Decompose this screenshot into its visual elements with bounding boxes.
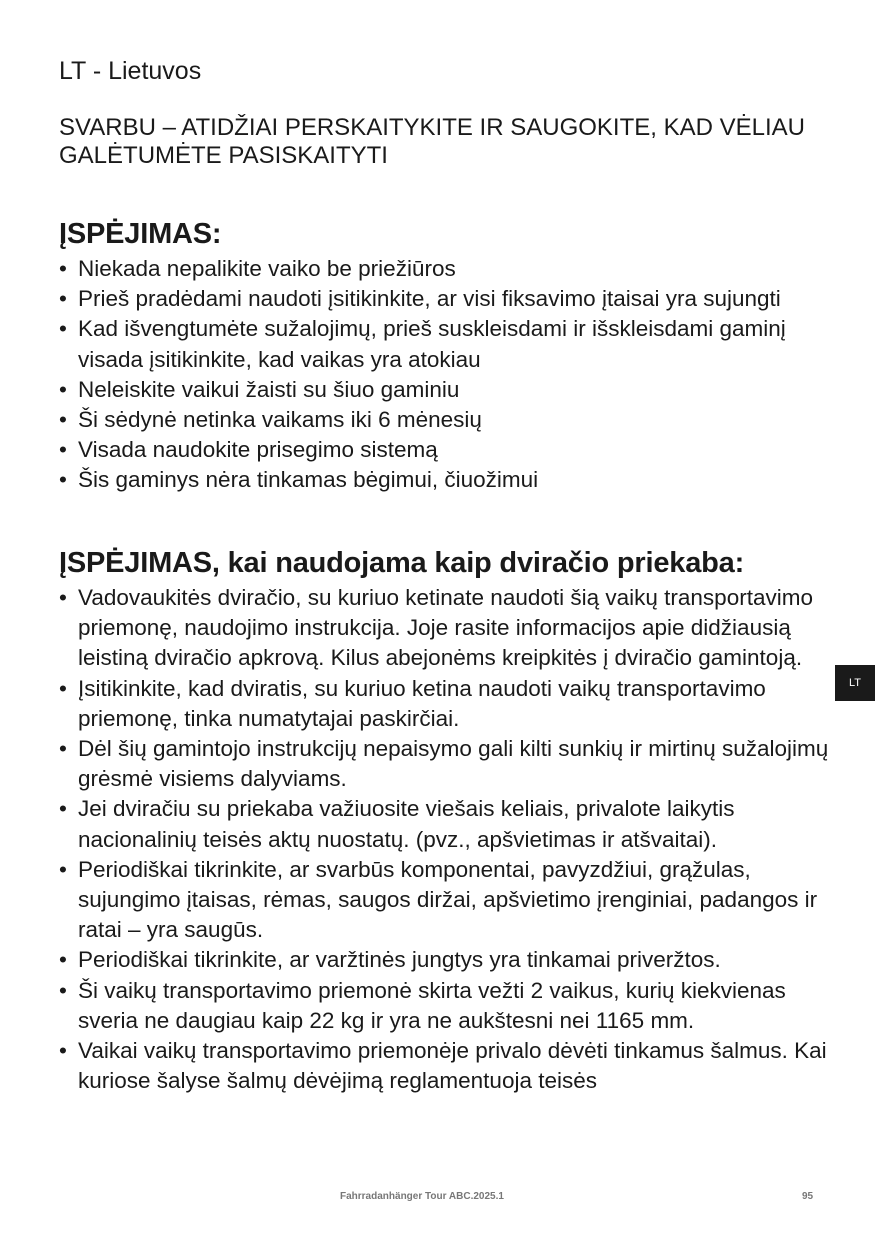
important-notice: SVARBU – ATIDŽIAI PERSKAITYKITE IR SAUGOKITE, KAD VĖLIAU GALĖTUMĖTE PASISKAITYTI: [59, 114, 805, 169]
list-item: • Vadovaukitės dviračio, su kuriuo ketinate naudoti šią vaikų transportavimo priemonę, naudojimo instrukcija. Joje rasite informacijos apie didžiausią leistiną dviračio apkrovą. Kilus abejonėms kreipkitės į dviračio gamintoją.: [59, 583, 829, 674]
list-item: • Visada naudokite prisegimo sistemą: [59, 435, 829, 465]
list-item: • Prieš pradėdami naudoti įsitikinkite, ar visi fiksavimo įtaisai yra sujungti: [59, 284, 829, 314]
warning-general-section: [59, 216, 829, 496]
list-item: • Periodiškai tikrinkite, ar varžtinės jungtys yra tinkamai priveržtos.: [59, 945, 829, 975]
warning-trailer-section: [59, 545, 829, 1096]
list-item: • Jei dviračiu su priekaba važiuosite viešais keliais, privalote laikytis nacionalinių teisės aktų nuostatų. (pvz., apšvietimas ir atšvaitai).: [59, 794, 829, 854]
warning-general-title: ĮSPĖJIMAS:: [59, 218, 222, 250]
list-item: • Dėl šių gamintojo instrukcijų nepaisymo gali kilti sunkių ir mirtinų sužalojimų grėsmė visiems dalyviams.: [59, 734, 829, 794]
list-item: • Ši sėdynė netinka vaikams iki 6 mėnesių: [59, 405, 829, 435]
list-item: • Šis gaminys nėra tinkamas bėgimui, čiuožimui: [59, 465, 829, 495]
list-item: • Kad išvengtumėte sužalojimų, prieš suskleisdami ir išskleisdami gaminį visada įsitikinkite, kad vaikas yra atokiau: [59, 314, 829, 374]
list-item: • Periodiškai tikrinkite, ar svarbūs komponentai, pavyzdžiui, grąžulas, sujungimo įtaisas, rėmas, saugos diržai, apšvietimo įrenginiai, padangos ir ratai – yra saugūs.: [59, 855, 829, 946]
footer-title: Fahrradanhänger Tour ABC.2025.1: [340, 1191, 504, 1202]
language-side-tab: LT: [835, 665, 875, 701]
warning-general-list: [59, 254, 829, 496]
list-item: • Neleiskite vaikui žaisti su šiuo gaminiu: [59, 375, 829, 405]
language-heading: LT - Lietuvos: [59, 57, 202, 85]
page-number: 95: [802, 1191, 814, 1202]
list-item: • Vaikai vaikų transportavimo priemonėje privalo dėvėti tinkamus šalmus. Kai kuriose šalyse šalmų dėvėjimą reglamentuoja teisės: [59, 1036, 829, 1096]
list-item: • Ši vaikų transportavimo priemonė skirta vežti 2 vaikus, kurių kiekvienas sveria ne daugiau kaip 22 kg ir yra ne aukštesni nei 1165 mm.: [59, 976, 829, 1036]
warning-trailer-list: [59, 583, 829, 1096]
warning-trailer-title: ĮSPĖJIMAS, kai naudojama kaip dviračio priekaba:: [59, 547, 745, 579]
list-item: • Įsitikinkite, kad dviratis, su kuriuo ketina naudoti vaikų transportavimo priemonę, tinka numatytajai paskirčiai.: [59, 674, 829, 734]
list-item: • Niekada nepalikite vaiko be priežiūros: [59, 254, 829, 284]
